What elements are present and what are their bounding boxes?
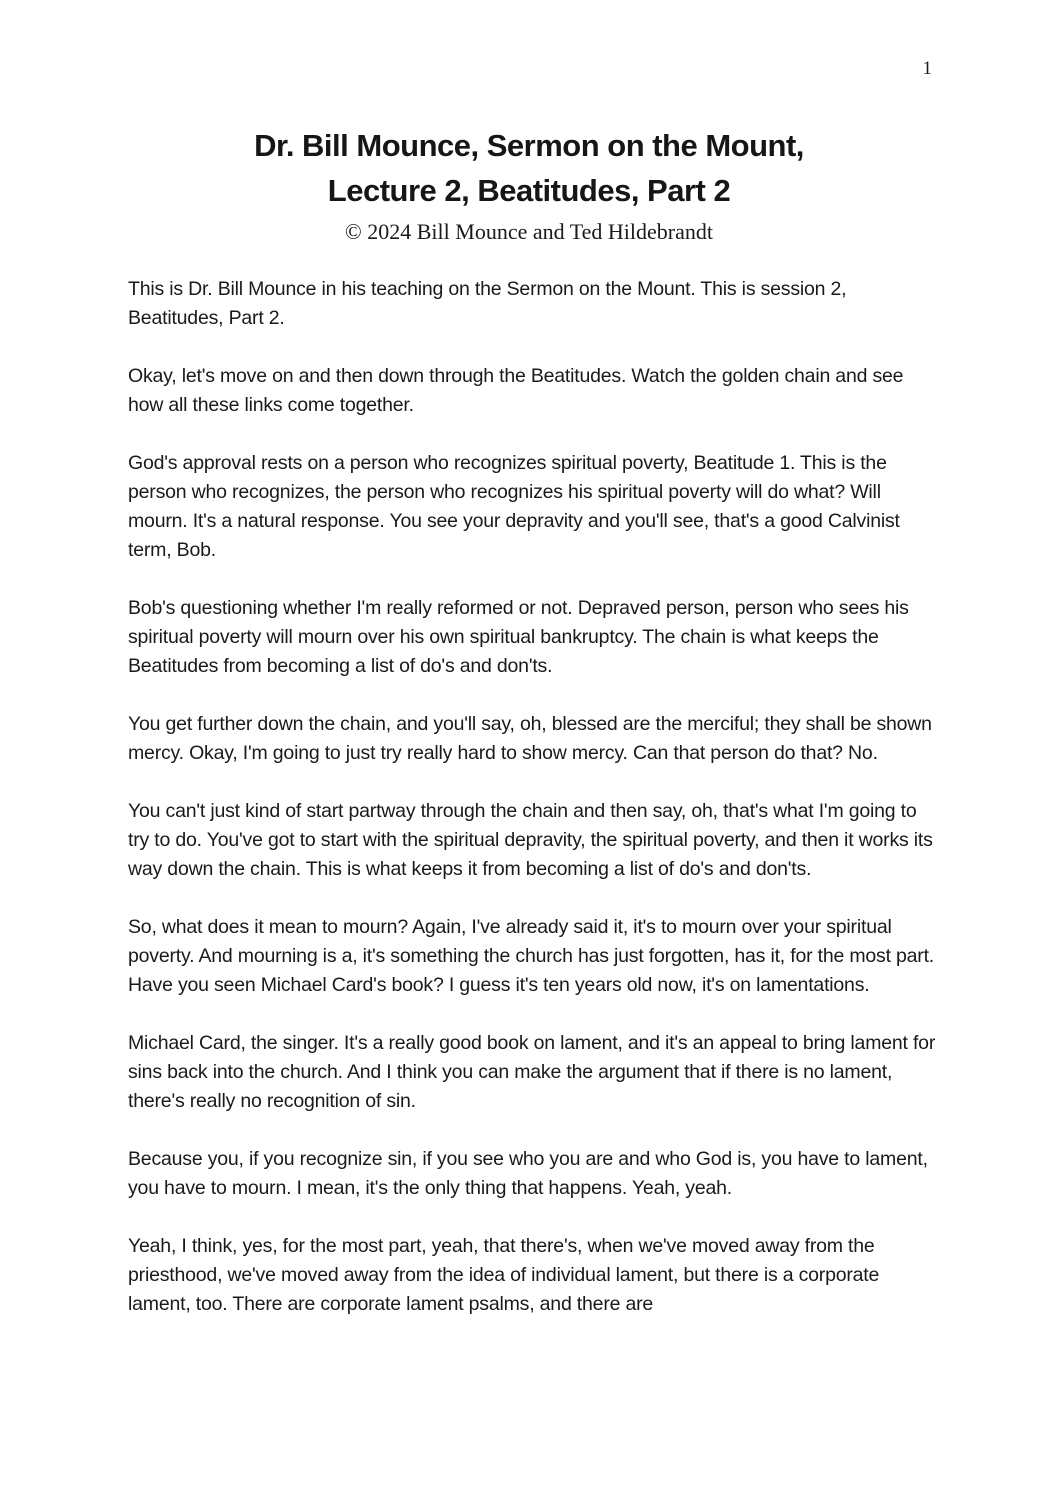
copyright-line: © 2024 Bill Mounce and Ted Hildebrandt <box>345 219 713 244</box>
paragraph: Michael Card, the singer. It's a really good book on lament, and it's an appeal to bring lament for sins back into the church. And I think you can make the argument that if there is no lament, there's really no recognition of sin. <box>128 1032 936 1112</box>
paragraph: You can't just kind of start partway through the chain and then say, oh, that's what I'm going to try to do. You've got to start with the spiritual depravity, the spiritual poverty, and then it works its way down the chain. This is what keeps it from becoming a list of do's and don'ts. <box>128 800 933 880</box>
title-line-1: Dr. Bill Mounce, Sermon on the Mount, <box>254 128 804 163</box>
paragraph: Because you, if you recognize sin, if you see who you are and who God is, you have to lament, you have to mourn. I mean, it's the only thing that happens. Yeah, yeah. <box>128 1148 928 1199</box>
paragraph: Okay, let's move on and then down through the Beatitudes. Watch the golden chain and see how all these links come together. <box>128 365 904 416</box>
paragraph: This is Dr. Bill Mounce in his teaching on the Sermon on the Mount. This is session 2, Beatitudes, Part 2. <box>128 278 847 329</box>
title-line-2: Lecture 2, Beatitudes, Part 2 <box>327 173 731 208</box>
document-title <box>0 0 1058 213</box>
document-body <box>128 275 936 1319</box>
paragraph: So, what does it mean to mourn? Again, I've already said it, it's to mourn over your spiritual poverty. And mourning is a, it's something the church has just forgotten, has it, for the most part. Have you seen Michael Card's book? I guess it's ten years old now, it's on lamentations. <box>128 916 935 996</box>
paragraph: Bob's questioning whether I'm really reformed or not. Depraved person, person who sees his spiritual poverty will mourn over his own spiritual bankruptcy. The chain is what keeps the Beatitudes from becoming a list of do's and don'ts. <box>128 597 909 677</box>
paragraph: You get further down the chain, and you'll say, oh, blessed are the merciful; they shall be shown mercy. Okay, I'm going to just try really hard to show mercy. Can that person do that? No. <box>128 713 932 764</box>
paragraph: Yeah, I think, yes, for the most part, yeah, that there's, when we've moved away from the priesthood, we've moved away from the idea of individual lament, but there is a corporate lament, too. There are corporate lament psalms, and there are <box>128 1235 880 1315</box>
paragraph: God's approval rests on a person who recognizes spiritual poverty, Beatitude 1. This is the person who recognizes, the person who recognizes his spiritual poverty will do what? Will mourn. It's a natural response. You see your depravity and you'll see, that's a good Calvinist term, Bob. <box>128 452 900 561</box>
page-number: 1 <box>922 58 932 79</box>
